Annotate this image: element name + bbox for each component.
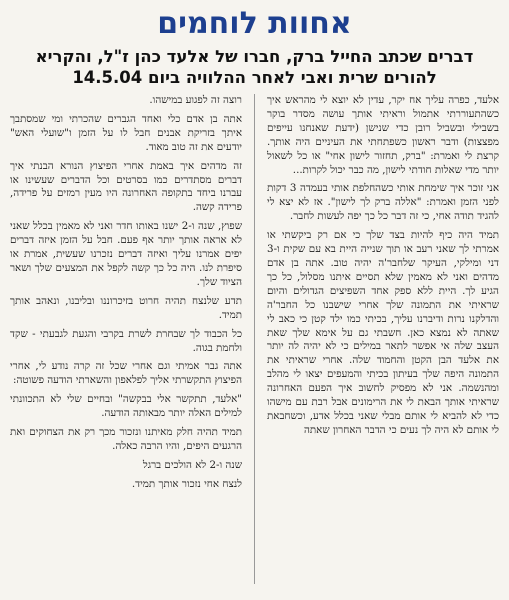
subheadline-line-2: להורים שרית ואבי לאחר ההלוויה ביום 14.5.04: [72, 68, 437, 87]
paragraph: "אלעד, תתקשר אלי בבקשה" ובחיים שלי לא התכוונתי למילים האלה יותר מבאותה הודעה.: [10, 393, 242, 420]
headline: אחוות לוחמים: [157, 6, 352, 41]
subheadline: [10, 46, 499, 88]
paragraph: אני זוכר איך שימחת אותי כשהחלפת אותי בעמדה 3 דקות לפני הזמן ואמרת: "אללה ברק לך לישון". אז לא יצא לי להגיד תודה אחי, כי זה דבר כל כך יפה לעשות לחבר.: [267, 182, 499, 223]
paragraph: כל הכבוד לך שבחרת לשרת בקרבי והגעת לגבעתי - שקד ולחמת בגוה.: [10, 327, 242, 354]
article-columns: [10, 94, 499, 584]
column-left: [10, 94, 242, 584]
paragraph: תדע שלנצח תהיה חרוט בזיכרוננו ובליבנו, ונאהב אותך תמיד.: [10, 294, 242, 321]
subheadline-line-1: דברים שכתב החייל ברק, חברו של אלעד כהן ז"ל, והקריא: [35, 47, 474, 66]
paragraph: לנצח אחי נזכור אותך תמיד.: [131, 477, 242, 490]
paragraph: רוצה זה לפגוע במישהו.: [149, 94, 242, 106]
paragraph: אלעד, כפרה עליך אח יקר, עדין לא יוצא לי מהראש איך כשהתעוררתי אתמול וראיתי אותך עושה מסדר בוקר בשבילי ובשביל רובן כדי שנישן (ידעת שאנחנו עייפים מפצצות) ודבר ראשון כשפתחתי את העיניים היה אותך. קרצת לי ואמרת: "ברק, תחזור לישון אחי" או כל לשאול יותר מדי שאלות חודתי לישון, מה כבר יכול לקרות...: [267, 94, 499, 176]
column-right: [267, 94, 499, 584]
paragraph: אתה גבר אמיתי וגם אחרי שכל זה קרה נודע לי, אחרי הפיצוץ התקשרתי אליך לפלאפון והשארתי הודעה פשוטה:: [10, 360, 242, 387]
paragraph: שנה ו-2 לא הולכים ברגל: [142, 458, 242, 471]
paragraph: תמיד היה כיף להיות בצד שלך כי אם רק ביקשתי או אמרתי לך שאני רעב או תוך שנייה היית בא עם שקית ו-3 דני ומילקי, העיקר שלחבר'ה יהיה טוב. אתה בן אדם מדהים ואני לא מאמין שלא תסיים איתנו מסלול, כל כך הגיע לך. היית ללא ספק אחד השפיצים הגדולים והיום שראיתי את התמונה שלך אחרי שישבנו כל החבר'ה והדלקנו נרות ודיברנו עליך, בכיתי כמו ילד קטן כי כאב לי שאתה לא נמצא כאן. חשבתי גם על אימא שלך שאת העצב שלה אי אפשר לתאר במילים כי לא יהיה לה יותר את אלעד הבן הקטן והחמוד שלה. אחרי שראיתי את התמונה היפה שלך בעיתון בכיתי והמעפים יצאו לי מהלב ומהנשמה. אני לא מפסיק לחשוב איך הפעם האחרונה שראיתי אותך הבאת לי את הרימונים אבל רבת עם מישהו כדי לא להביא לי אותם מבלי שאני בכלל אדע, וכשחבאת לי אותם לא היה לך נעים כי הדבר האחרון שאתה: [267, 229, 499, 436]
paragraph: זה מדהים איך באמת אחרי הפיצוץ הנורא הבנתי איך דברים מסתדרים כמו בסרטים וכל הדברים שעשינו או עברנו ביחד בתקופה האחרונה היו מעין רמזים על פרידה, פרידה קשה.: [10, 159, 242, 214]
paragraph: שפוץ, שנה ו-2 ישנו באותו חדר ואני לא מאמין בכלל שאני לא אראה אותך יותר אף פעם. חבל על הזמן איזה דברים יפים אמרנו עליך ואיזה דברים נזכרנו שעשית, אמרת או סיפרת לנו. היה כל כך קשה לקפל את המצעים שלך ושאר הציוד שלך.: [10, 220, 242, 288]
column-divider: [254, 94, 255, 584]
paragraph: אתה בן אדם כלי ואחד הגברים שהכרתי ומי שמסתבך איתך בזריקת אבנים חבל לו על הזמן ו"שועלי האש" יודעים את זה טוב מאוד.: [10, 112, 242, 153]
paragraph: תמיד תהיה חלק מאיתנו ונזכור מכך רק את הצחוקים ואת הרגעים היפים, והיו הרבה כאלה.: [10, 426, 242, 452]
